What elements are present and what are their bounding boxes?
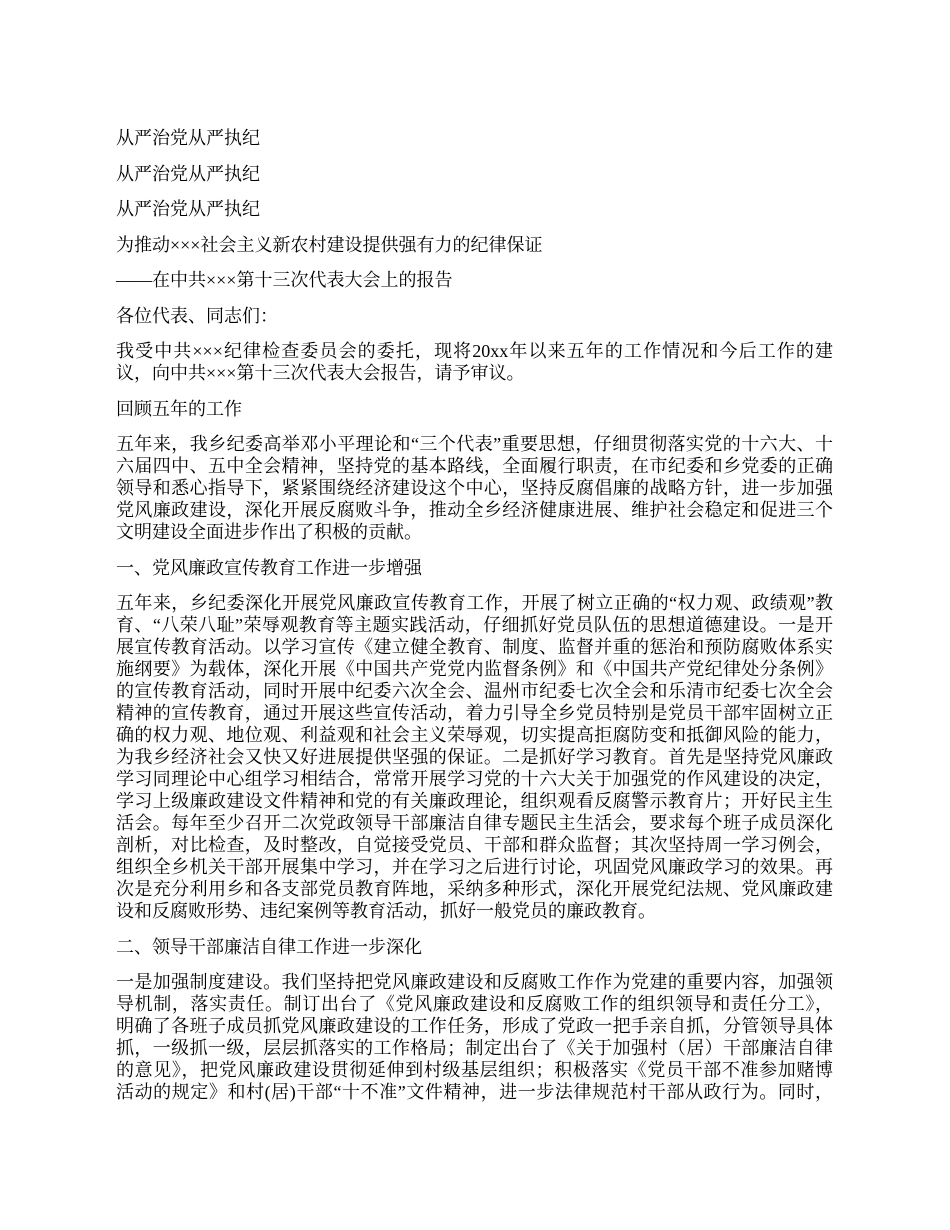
- doc-line: 各位代表、同志们：: [116, 305, 278, 326]
- title-line: [116, 127, 833, 149]
- report-subtitle: [116, 269, 833, 291]
- doc-line: 组织全乡机关干部开展集中学习，并在学习之后进行讨论，巩固党风廉政学习的效果。再: [116, 857, 833, 877]
- doc-line: 从严治党从严执纪: [116, 128, 260, 148]
- salutation: [116, 305, 833, 327]
- doc-line: 确的权力观、地位观、利益观和社会主义荣辱观，切实提高拒腐防变和抵御风险的能力，: [116, 725, 833, 745]
- section-heading: [116, 398, 833, 420]
- doc-line: 学习同理论中心组学习相结合，常常开展学习党的十六大关于加强党的作风建设的决定，: [116, 769, 833, 789]
- doc-line: 为推动×××社会主义新农村建设提供强有力的纪律保证: [116, 234, 543, 255]
- doc-line: 议，向中共×××第十三次代表大会报告，请予审议。: [116, 363, 525, 383]
- doc-paragraph: [116, 340, 833, 384]
- doc-line: 从严治党从严执纪: [116, 163, 260, 184]
- doc-line: 活会。每年至少召开二次党政领导干部廉洁自律专题民主生活会，要求每个班子成员深化: [116, 813, 833, 833]
- doc-line: 五年来，我乡纪委高举邓小平理论和“三个代表”重要思想，仔细贯彻落实党的十六大、十: [116, 434, 833, 454]
- doc-line: 我受中共×××纪律检查委员会的委托，现将20xx年以来五年的工作情况和今后工作的建: [116, 341, 833, 361]
- doc-line: 施纲要》为载体，深化开展《中国共产党党内监督条例》和《中国共产党纪律处分条例》: [116, 659, 833, 679]
- doc-line: 领导和悉心指导下，紧紧围绕经济建设这个中心，坚持反腐倡廉的战略方针，进一步加强: [116, 478, 833, 498]
- doc-line: 的意见》，把党风廉政建设贯彻延伸到村级基层组织；积极落实《党员干部不准参加赌博: [116, 1060, 833, 1080]
- report-title: [116, 234, 833, 256]
- doc-line: ——在中共×××第十三次代表大会上的报告: [116, 270, 453, 290]
- doc-line: 抓，一级抓一级，层层抓落实的工作格局；制定出台了《关于加强村（居）干部廉洁自律: [116, 1038, 833, 1058]
- doc-line: 一是加强制度建设。我们坚持把党风廉政建设和反腐败工作作为党建的重要内容，加强领: [116, 972, 833, 992]
- doc-line: 五年来，乡纪委深化开展党风廉政宣传教育工作，开展了树立正确的“权力观、政绩观”教: [116, 593, 833, 613]
- title-line: [116, 198, 833, 220]
- section-heading: [116, 936, 833, 958]
- doc-line: 精神的宣传教育，通过开展这些宣传活动，着力引导全乡党员特别是党员干部牢固树立正: [116, 703, 833, 723]
- doc-line: 从严治党从严执纪: [116, 199, 260, 219]
- doc-line: 学习上级廉政建设文件精神和党的有关廉政理论，组织观看反腐警示教育片；开好民主生: [116, 791, 833, 811]
- doc-line: 文明建设全面进步作出了积极的贡献。: [116, 522, 422, 542]
- doc-line: 六届四中、五中全会精神，坚持党的基本路线，全面履行职责，在市纪委和乡党委的正确: [116, 456, 833, 476]
- doc-line: 活动的规定》和村(居)干部“十不准”文件精神，进一步法律规范村干部从政行为。同时，: [116, 1082, 833, 1102]
- doc-line: 设和反腐败形势、违纪案例等教育活动，抓好一般党员的廉政教育。: [116, 901, 656, 921]
- title-line: [116, 163, 833, 185]
- doc-line: 育、“八荣八耻”荣辱观教育等主题实践活动，仔细抓好党员队伍的思想道德建设。一是开: [116, 615, 833, 635]
- doc-line: 为我乡经济社会又快又好进展提供坚强的保证。二是抓好学习教育。首先是坚持党风廉政: [116, 747, 833, 767]
- doc-paragraph: [116, 433, 833, 543]
- doc-line: 党风廉政建设，深化开展反腐败斗争，推动全乡经济健康进展、维护社会稳定和促进三个: [116, 500, 833, 520]
- doc-line: 导机制，落实责任。制订出台了《党风廉政建设和反腐败工作的组织领导和责任分工》，: [116, 994, 833, 1014]
- section-heading: [116, 557, 833, 579]
- doc-paragraph: [116, 592, 833, 922]
- doc-line: 一、党风廉政宣传教育工作进一步增强: [116, 557, 422, 578]
- doc-line: 展宣传教育活动。以学习宣传《建立健全教育、制度、监督并重的惩治和预防腐败体系实: [116, 637, 833, 657]
- doc-line: 回顾五年的工作: [116, 398, 242, 419]
- doc-line: 明确了各班子成员抓党风廉政建设的工作任务，形成了党政一把手亲自抓，分管领导具体: [116, 1016, 833, 1036]
- doc-paragraph: [116, 971, 833, 1103]
- doc-line: 的宣传教育活动，同时开展中纪委六次全会、温州市纪委七次全会和乐清市纪委七次全会: [116, 681, 833, 701]
- document-body: [116, 127, 833, 1117]
- doc-line: 次是充分利用乡和各支部党员教育阵地，采纳多种形式，深化开展党纪法规、党风廉政建: [116, 879, 833, 899]
- doc-line: 剖析，对比检查，及时整改，自觉接受党员、干部和群众监督；其次坚持周一学习例会，: [116, 835, 833, 855]
- doc-line: 二、领导干部廉洁自律工作进一步深化: [116, 936, 422, 957]
